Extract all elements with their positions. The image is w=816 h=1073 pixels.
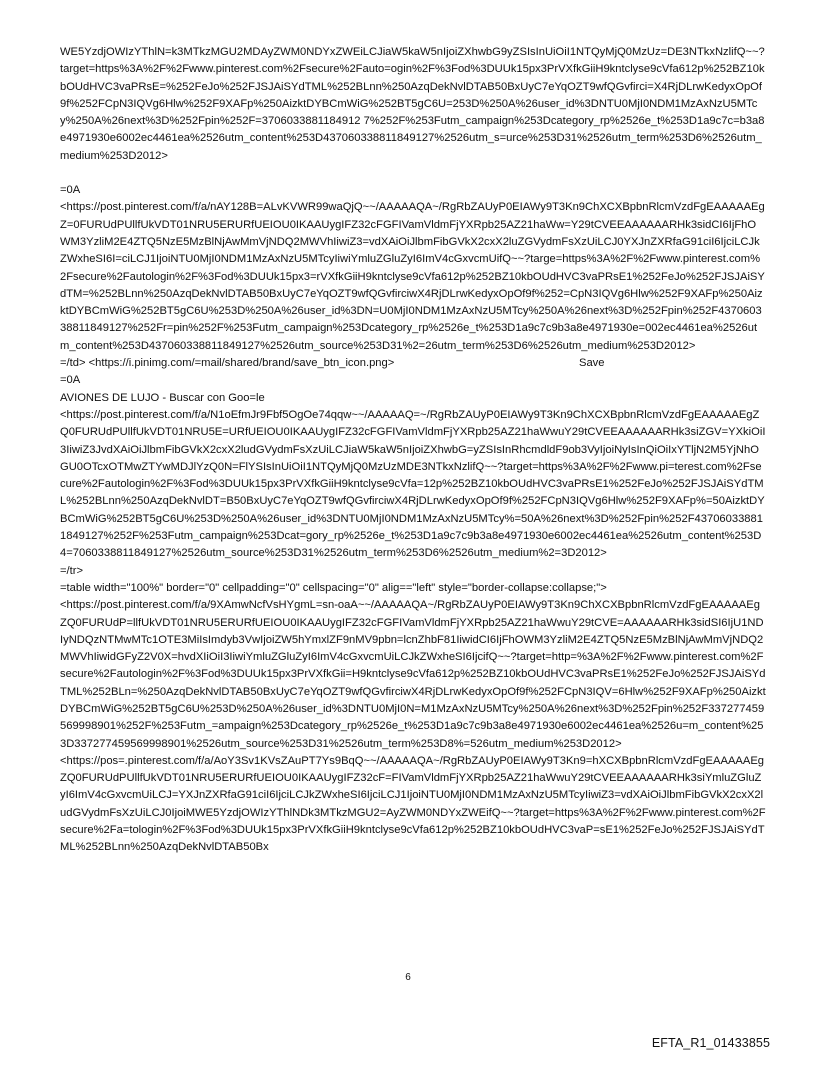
save-label: Save: [579, 357, 605, 370]
text-block-3: =0A AVIONES DE LUJO - Buscar con Goo=le <https://post.pinterest.com/f/a/N1oEfmJr9Fbf5OgOe74qqw~~/AAAAAQ=~/RgRbZAUyP0EIAWy9T3Kn9ChXCXBpbnRlcmVzdFgEAAAAAEgZQ0FURUdPUllfUkVDT01NRU5E=URfUEIOU0IKAAUygIFZ32cFGFIVamVldmFjYXRpb25AZ21haWwuY29tCVEEAAAAAARHk3siZGV=YXkiOiI3IiwiZ3JvdXAiOiJlbmFibGVkX2cxX2ludGVydmFsXzUiLCJiaW5kaW5nIjoiZXhwbG=yZSIsInRhcmdldF9ob3VyIjoiNyIsInQiOiIxYTljN2M5YjNhOGU0OTcxOTMwZTYwMDJlYzQ0N=FlYSIsInUiOiI1NTQyMjQ0MzUzMDE3NTkxNzlifQ~~?target=https%3A%2F%2Fwww.pi=terest.com%2Fsecure%2Fautologin%2F%3Fod%3DUUk15px3PrVXfkGiiH9kntclyse9cVfa=12p%252BZ10kbOUdHVC3vaPRsE1%252FeJo%252FJSJAiSYdTML%252BLnn%250AzqDekNvlDT=B50BxUyC7eYqOZT9wfQGvfirciwX4RjDLrwKedyxOpOf9f%252FCpN3IQVg6Hlw%252F9XAFp%=50AizktDYBCmWiG%252BT5gC6U%253D%250A%26user_id%3DNTU0MjI0NDM1MzAxNzU5MTcy%=50A%26next%3D%252Fpin%252F437060338811849127%252F%253Futm_campaign%253Dcat=gory_rp%2526e_t%253D1a9c7c9b3a8e4971930e6002ec4461ea%2526utm_content%253D4=7060338811849127%2526utm_source%253D31%2526utm_term%253D6%2526utm_medium%2=3D2012> =/tr> =table width="100%" border="0" cellpadding="0" cellspacing="0" alig=="left" style="border-collapse:collapse;"> <https://post.pinterest.com/f/a/9XAmwNcfVsHYgmL=sn-oaA~~/AAAAAQA~/RgRbZAUyP0EIAWy9T3Kn9ChXCXBpbnRlcmVzdFgEAAAAAEgZQ0FURUdP=llfUkVDT01NRU5ERURfUEIOU0IKAAUygIFZ32cFGFIVamVldmFjYXRpb25AZ21haWwuY29tCVE=AAAAAARHk3sidSI6IjU1NDIyNDQzNTMwMTc1OTE3MiIsImdyb3VwIjoiZW5hYmxlZF9nMV9pbn=lcnZhbF81IiwidCI6IjFhOWM3YzliM2E4ZTQ5NzE5MzBlNjAwMmVjNDQ2MWVhIiwidGFyZ2V0X=hvdXIiOiI3IiwiYmluZGluZyI6ImV4cGxvcmUiLCJkZWxheSI6IjcifQ~~?target=http=%3A%2F%2Fwww.pinterest.com%2Fsecure%2Fautologin%2F%3Fod%3DUUk15px3PrVXfkGii=H9kntclyse9cVfa612p%252BZ10kbOUdHVC3vaPRsE1%252FeJo%252FJSJAiSYdTML%252BLn=%250AzqDekNvlDTAB50BxUyC7eYqOZT9wfQGvfirciwX4RjDLrwKedyxOpOf9f%252FCpN3IQV=6Hlw%252F9XAFp%250AizktDYBCmWiG%252BT5gC6U%253D%250A%26user_id%3DNTU0MjI0N=M1MzAxNzU5MTcy%250A%26next%3D%252Fpin%252F337277459569998901%252F%253Futm_=ampaign%253Dcategory_rp%2526e_t%253D1a9c7c9b3a8e4971930e6002ec4461ea%2526u=m_content%253D337277459569998901%2526utm_source%253D31%2526utm_term%253D8%=526utm_medium%253D2012> <https://pos=.pinterest.com/f/a/AoY3Sv1KVsZAuPT7Ys9BqQ~~/AAAAAQA~/RgRbZAUyP0EIAWy9T3Kn9=hXCXBpbnRlcmVzdFgEAAAAAEgZQ0FURUdPUllfUkVDT01NRU5ERURfUEIOU0IKAAUygIFZ32cF=FIVamVldmFjYXRpb25AZ21haWwuY29tCVEEAAAAAARHk3siYmluZGluZyI6ImV4cGxvcmUiLCJ=YXJnZXRfaG91ciI6IjciLCJkZWxheSI6IjciLCJ1IjoiNTU0MjI0NDM1MzAxNzU5MTcyIiwiZ3=vdXAiOiJlbmFibGVkX2cxX2ludGVydmFsXzUiLCJ0IjoiMWE5YzdjOWIzYThlNDk3MTkzMGU2=AyZWM0NDYxZWEifQ~~?target=https%3A%2F%2Fwww.pinterest.com%2Fsecure%2Fa=tologin%2F%3Fod%3DUUk15px3PrVXfkGiiH9kntclyse9cVfa612p%252BZ10kbOUdHVC3vaP=sE1%252FeJo%252FJSJAiSYdTML%252BLnn%250AzqDekNvlDTAB50Bx: [60, 374, 766, 854]
save-button-row: [60, 355, 766, 372]
text-block-2: =0A <https://post.pinterest.com/f/a/nAY128B=ALvKVWR99waQjQ~~/AAAAAQA~/RgRbZAUyP0EIAWy9T3Kn9ChXCXBpbnRlcmVzdFgEAAAAAEgZ=0FURUdPUllfUkVDT01NRU5ERURfUEIOU0IKAAUygIFZ32cFGFIVamVldmFjYXRpb25AZ21haWw=Y29tCVEEAAAAAARHk3sidCI6IjFhOWM3YzliM2E4ZTQ5NzE5MzBlNjAwMmVjNDQ2MWVhIiwiZ3=vdXAiOiJlbmFibGVkX2cxX2luZGVydmFsXzUiLCJ0YXJnZXRfaG91ciI6IjciLCJkZWxheSI6I=ciLCJ1IjoiNTU0MjI0NDM1MzAxNzU5MTcyIiwiYmluZGluZyI6ImV4cGxvcmUifQ~~?targe=https%3A%2F%2Fwww.pinterest.com%2Fsecure%2Fautologin%2F%3Fod%3DUUk15px3=rVXfkGiiH9kntclyse9cVfa612p%252BZ10kbOUdHVC3vaPRsE1%252FeJo%252FJSJAiSYdTM=%252BLnn%250AzqDekNvlDTAB50BxUyC7eYqOZT9wfQGvfirciwX4RjDLrwKedyxOpOf9f%252=CpN3IQVg6Hlw%252F9XAFp%250AizktDYBCmWiG%252BT5gC6U%253D%250A%26user_id%3DN=U0MjI0NDM1MzAxNzU5MTcy%250A%26next%3D%252Fpin%252F437060338811849127%252Fr=pin%252F%253Futm_campaign%253Dcategory_rp%2526e_t%253D1a9c7c9b3a8e4971930e=002ec4461ea%2526utm_content%253D437060338811849127%2526utm_source%253D31%2=26utm_term%253D6%2526utm_medium%253D2012>: [60, 184, 765, 352]
text-block-1: WE5YzdjOWIzYThlN=k3MTkzMGU2MDAyZWM0NDYxZWEiLCJiaW5kaW5nIjoiZXhwbG9yZSIsInUiOiI1NTQyMjQ0MzUz=DE3NTkxNzlifQ~~?target=https%3A%2F%2Fwww.pinterest.com%2Fsecure%2Fauto=ogin%2F%3Fod%3DUUk15px3PrVXfkGiiH9kntclyse9cVfa612p%252BZ10kbOUdHVC3vaPRsE=%252FeJo%252FJSJAiSYdTML%252BLnn%250AzqDekNvlDTAB50BxUyC7eYqOZT9wfQGvfirci=X4RjDLrwKedyxOpOf9f%252FCpN3IQVg6Hlw%252F9XAFp%250AizktDYBCmWiG%252BT5gC6U=253D%250A%26user_id%3DNTU0MjI0NDM1MzAxNzU5MTcy%250A%26next%3D%252Fpin%252F=3706033881184912 7%252F%253Futm_campaign%253Dcategory_rp%2526e_t%253D1a9c7c=b3a8e4971930e6002ec4461ea%2526utm_content%253D437060338811849127%2526utm_s=urce%253D31%2526utm_term%253D6%2526utm_medium%253D2012>: [60, 46, 765, 162]
page-number: 6: [405, 972, 411, 983]
document-id: EFTA_R1_01433855: [651, 1036, 770, 1050]
blank-line: [60, 165, 766, 182]
save-button-source: =/td> <https://i.pinimg.com/=mail/shared/brand/save_btn_icon.png>: [60, 357, 395, 370]
document-body: [60, 44, 766, 857]
